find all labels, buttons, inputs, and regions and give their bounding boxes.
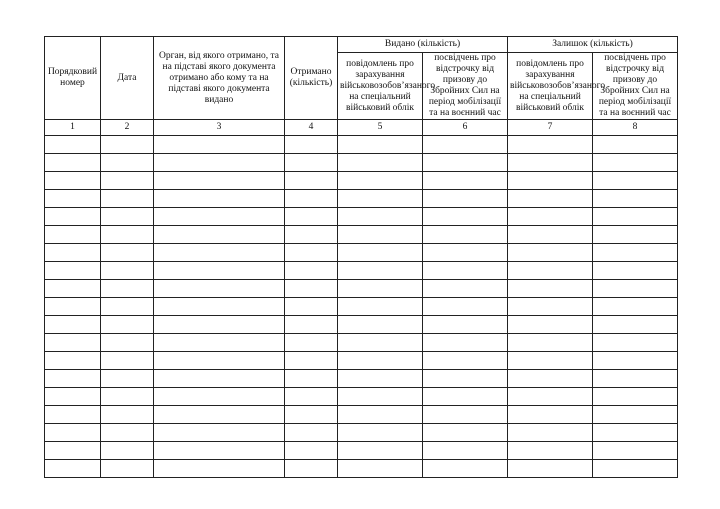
table-cell [423,244,508,262]
table-cell [423,460,508,478]
table-cell [508,352,593,370]
table-cell [508,406,593,424]
table-cell [45,280,101,298]
table-cell [423,136,508,154]
table-cell [285,352,338,370]
table-cell [285,226,338,244]
header-balance-certificates: посвідчень про відстрочку від призову до Збройних Сил на період мобілізації та на воєнний час [593,53,678,120]
header-balance-group: Залишок (кількість) [508,37,678,53]
table-cell [101,460,154,478]
table-row [45,388,678,406]
table-cell [154,442,285,460]
table-cell [423,208,508,226]
table-cell [285,334,338,352]
table-cell [285,262,338,280]
table-cell [154,334,285,352]
table-cell [101,370,154,388]
table-cell [101,424,154,442]
table-cell [101,316,154,334]
table-cell [508,154,593,172]
table-cell [45,172,101,190]
header-authority: Орган, від якого отримано, та на підставі якого документа отримано або кому та на підставі якого документа видано [154,37,285,120]
table-cell [285,154,338,172]
table-cell [101,388,154,406]
table-cell [154,388,285,406]
table-cell [508,244,593,262]
table-row [45,352,678,370]
table-cell [338,370,423,388]
table-row [45,172,678,190]
accounting-register-table [44,36,678,478]
table-cell [423,262,508,280]
table-row [45,334,678,352]
table-cell [101,442,154,460]
table-cell [45,244,101,262]
table-cell [423,442,508,460]
column-number: 3 [154,120,285,136]
table-cell [508,226,593,244]
table-cell [338,280,423,298]
table-cell [593,190,678,208]
table-cell [593,154,678,172]
table-cell [101,190,154,208]
table-cell [285,370,338,388]
header-balance-notices: повідомлень про зарахування військовозобов’язаного на спеціальний військовий облік [508,53,593,120]
table-cell [45,370,101,388]
table-cell [101,244,154,262]
table-cell [508,370,593,388]
table-row [45,136,678,154]
table-cell [423,406,508,424]
table-cell [338,208,423,226]
table-cell [508,136,593,154]
table-row [45,208,678,226]
table-cell [285,460,338,478]
table-cell [593,208,678,226]
table-cell [338,262,423,280]
table-cell [508,262,593,280]
table-cell [338,298,423,316]
table-cell [338,172,423,190]
table-cell [45,406,101,424]
table-row [45,226,678,244]
table-cell [45,298,101,316]
table-cell [593,406,678,424]
table-cell [423,154,508,172]
table-row [45,298,678,316]
table-cell [593,226,678,244]
table-row [45,244,678,262]
table-cell [423,334,508,352]
table-cell [593,334,678,352]
column-number: 5 [338,120,423,136]
table-cell [593,370,678,388]
column-number: 1 [45,120,101,136]
table-cell [593,388,678,406]
table-cell [101,406,154,424]
table-cell [101,226,154,244]
table-cell [338,388,423,406]
table-cell [338,226,423,244]
header-row-top [45,37,678,53]
table-cell [593,442,678,460]
column-number: 2 [101,120,154,136]
table-cell [423,280,508,298]
table-cell [593,172,678,190]
table-cell [423,298,508,316]
table-cell [285,136,338,154]
table-cell [154,352,285,370]
table-cell [338,460,423,478]
column-number-row [45,120,678,136]
table-cell [154,370,285,388]
table-cell [154,406,285,424]
table-cell [508,424,593,442]
table-cell [45,424,101,442]
table-cell [154,208,285,226]
table-cell [285,424,338,442]
table-cell [154,172,285,190]
table-cell [338,352,423,370]
table-row [45,442,678,460]
header-received: Отримано (кількість) [285,37,338,120]
table-cell [508,208,593,226]
table-cell [285,190,338,208]
table-row [45,424,678,442]
table-cell [508,334,593,352]
table-cell [285,388,338,406]
table-cell [508,442,593,460]
column-number: 4 [285,120,338,136]
header-order-number: Порядковий номер [45,37,101,120]
table-cell [423,172,508,190]
table-cell [154,190,285,208]
table-cell [285,172,338,190]
table-cell [593,280,678,298]
table-cell [101,208,154,226]
table-cell [338,424,423,442]
header-issued-group: Видано (кількість) [338,37,508,53]
table-cell [423,226,508,244]
table-cell [285,298,338,316]
table-cell [508,280,593,298]
column-number: 6 [423,120,508,136]
table-cell [154,460,285,478]
table-row [45,190,678,208]
table-cell [101,154,154,172]
table-cell [423,352,508,370]
table-cell [45,352,101,370]
table-cell [285,244,338,262]
table-cell [508,298,593,316]
table-cell [593,316,678,334]
table-cell [285,208,338,226]
table-cell [593,262,678,280]
table-cell [101,280,154,298]
table-cell [154,280,285,298]
column-number: 7 [508,120,593,136]
table-cell [593,298,678,316]
table-cell [593,460,678,478]
table-cell [593,352,678,370]
table-cell [338,244,423,262]
table-row [45,262,678,280]
table-cell [423,190,508,208]
table-cell [101,298,154,316]
table-cell [508,190,593,208]
table-cell [45,460,101,478]
table-cell [154,424,285,442]
table-cell [285,280,338,298]
table-cell [508,388,593,406]
table-cell [338,136,423,154]
table-row [45,406,678,424]
table-cell [338,190,423,208]
table-cell [154,316,285,334]
table-cell [101,262,154,280]
column-number: 8 [593,120,678,136]
table-cell [338,442,423,460]
table-cell [45,334,101,352]
table-cell [45,262,101,280]
header-date: Дата [101,37,154,120]
table-cell [593,136,678,154]
table-cell [154,154,285,172]
table-cell [338,316,423,334]
table-cell [45,154,101,172]
table-row [45,280,678,298]
table-cell [45,226,101,244]
register-body [45,120,678,478]
table-cell [423,388,508,406]
table-cell [101,136,154,154]
table-cell [154,298,285,316]
table-cell [285,316,338,334]
table-cell [285,442,338,460]
table-cell [423,424,508,442]
table-cell [154,136,285,154]
table-cell [338,154,423,172]
table-cell [508,316,593,334]
table-cell [45,316,101,334]
table-cell [45,388,101,406]
table-cell [593,244,678,262]
table-cell [101,172,154,190]
header-issued-certificates: посвідчень про відстрочку від призову до Збройних Сил на період мобілізації та на воєнний час [423,53,508,120]
table-cell [154,244,285,262]
table-row [45,154,678,172]
header-issued-notices: повідомлень про зарахування військовозобов’язаного на спеціальний військовий облік [338,53,423,120]
table-cell [101,352,154,370]
table-cell [593,424,678,442]
table-cell [508,172,593,190]
table-cell [423,316,508,334]
table-cell [45,190,101,208]
table-cell [45,136,101,154]
table-cell [154,226,285,244]
table-cell [508,460,593,478]
table-cell [45,442,101,460]
table-cell [423,370,508,388]
table-cell [338,334,423,352]
table-cell [285,406,338,424]
table-row [45,460,678,478]
table-cell [338,406,423,424]
table-row [45,316,678,334]
table-cell [45,208,101,226]
table-cell [154,262,285,280]
table-row [45,370,678,388]
table-cell [101,334,154,352]
